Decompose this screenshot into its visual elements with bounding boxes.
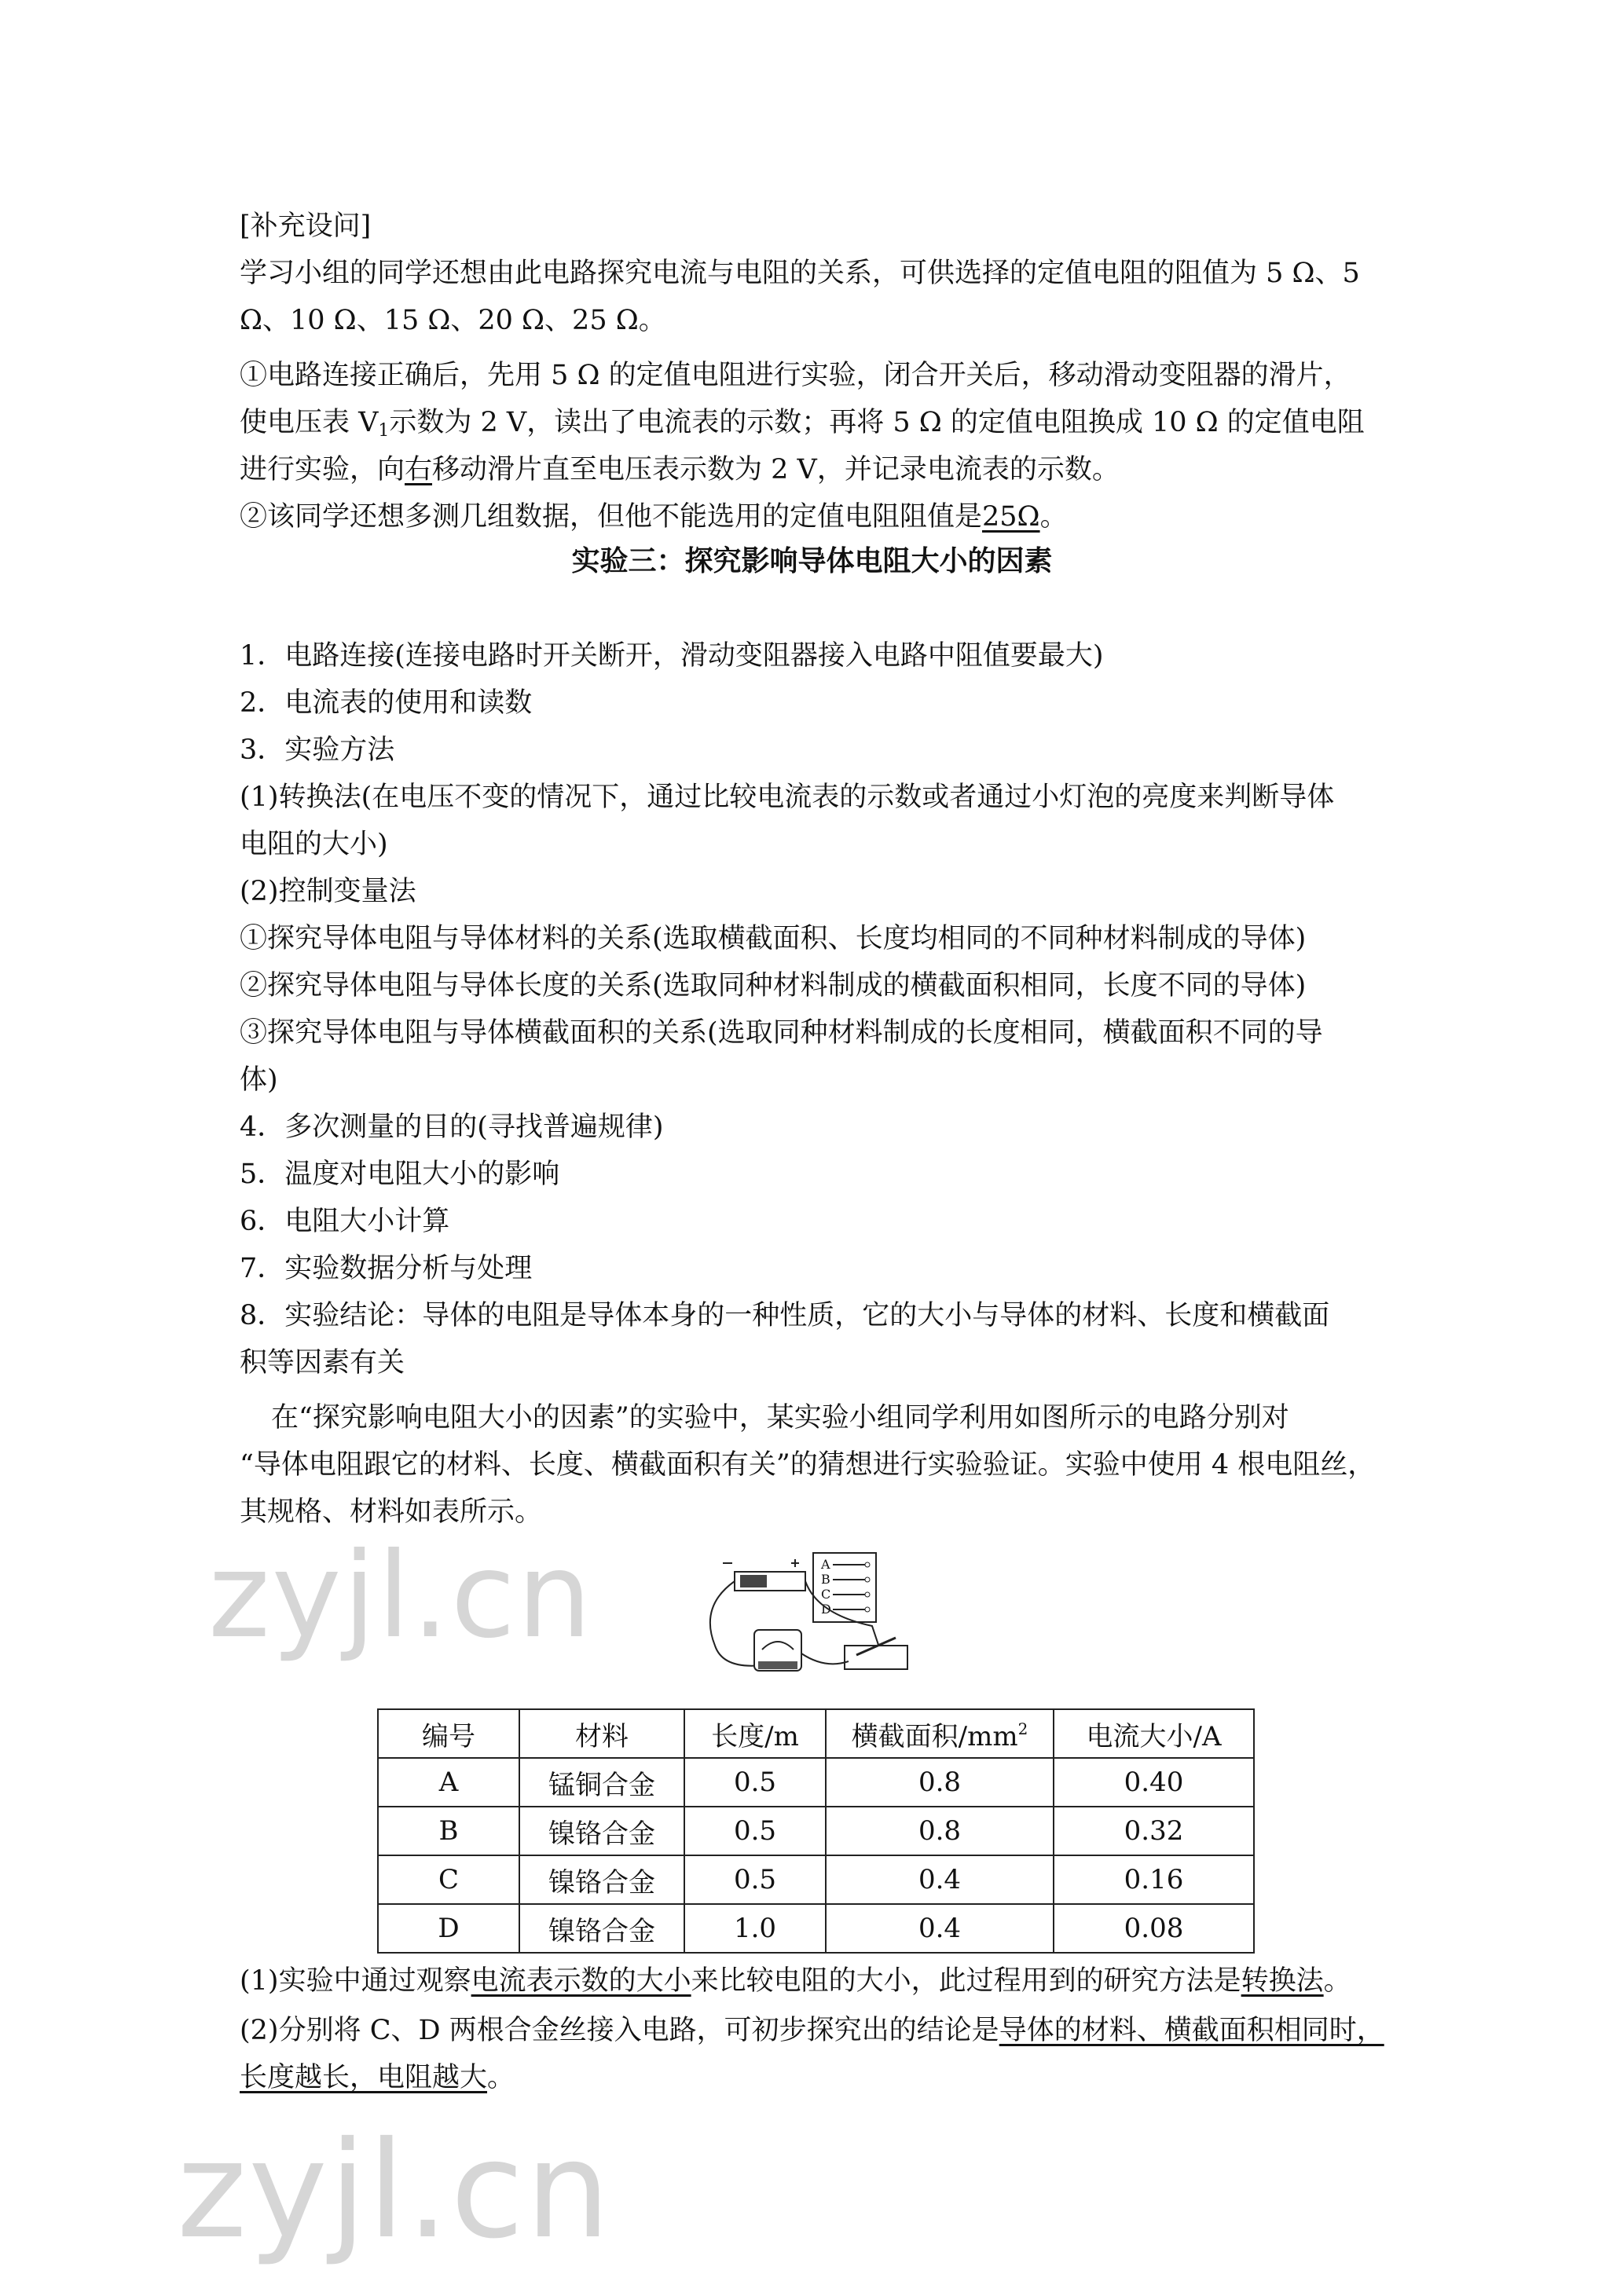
area-header-text: 横截面积/mm (851, 1720, 1018, 1752)
question-1-line2-text-cont: 示数为 2 V，读出了电流表的示数；再将 5 Ω 的定值电阻换成 10 Ω 的定值电阻 (389, 407, 1365, 438)
point-3-2: (2)控制变量法 (240, 876, 416, 907)
table-cell: 0.5 (684, 1758, 826, 1807)
answer-1-blank-1: 电流表示数的大小 (471, 1965, 691, 1997)
question-2 (240, 493, 1068, 540)
battery-cell-icon (740, 1575, 767, 1587)
table-cell: 0.32 (1054, 1807, 1254, 1855)
question-2-text: ②该同学还想多测几组数据，但他不能选用的定值电阻阻值是 (240, 501, 983, 533)
question-1-line1: ①电路连接正确后，先用 5 Ω 的定值电阻进行实验，闭合开关后，移动滑动变阻器的滑片， (240, 360, 1351, 391)
answer-direction: 右 (405, 454, 433, 485)
table-row (378, 1855, 1254, 1904)
point-3-2-b: ②探究导体电阻与导体长度的关系(选取同种材料制成的横截面积相同，长度不同的导体) (240, 970, 1307, 1002)
table-cell: A (378, 1758, 519, 1807)
table-header-cell: 材料 (519, 1709, 684, 1758)
table-header-row (378, 1709, 1254, 1758)
wire-label-b: B (821, 1572, 830, 1587)
answer-2-blank-line2: 长度越长，电阻越大 (240, 2062, 488, 2093)
question-1-line3-text: 进行实验，向 (240, 454, 405, 485)
answer-2-line1 (240, 2007, 1384, 2054)
point-3-2-c-line1: ③探究导体电阻与导体横截面积的关系(选取同种材料制成的长度相同，横截面积不同的导 (240, 1017, 1323, 1049)
supplement-tag: [补充设问] (240, 211, 372, 242)
wire-label-c: C (821, 1587, 831, 1602)
problem-line1: 在“探究影响电阻大小的因素”的实验中，某实验小组同学利用如图所示的电路分别对 (271, 1402, 1289, 1434)
watermark-top: zyjl.cn (208, 1528, 594, 1664)
table-row (378, 1758, 1254, 1807)
table-cell: 0.16 (1054, 1855, 1254, 1904)
table-cell: 0.40 (1054, 1758, 1254, 1807)
table-cell: 0.4 (826, 1904, 1054, 1953)
table-cell: 0.5 (684, 1855, 826, 1904)
point-1: 1．电路连接(连接电路时开关断开，滑动变阻器接入电路中阻值要最大) (240, 640, 1104, 672)
circuit-diagram (691, 1551, 927, 1681)
point-3-1-line1: (1)转换法(在电压不变的情况下，通过比较电流表的示数或者通过小灯泡的亮度来判断导体 (240, 782, 1335, 813)
point-8-line1: 8．实验结论：导体的电阻是导体本身的一种性质，它的大小与导体的材料、长度和横截面 (240, 1300, 1330, 1331)
area-header-superscript: 2 (1017, 1719, 1028, 1738)
question-1-line3-text-cont: 移动滑片直至电压表示数为 2 V，并记录电流表的示数。 (432, 454, 1120, 485)
table-cell: 镍铬合金 (519, 1855, 684, 1904)
table-cell: C (378, 1855, 519, 1904)
point-4: 4．多次测量的目的(寻找普遍规律) (240, 1111, 664, 1143)
table-row (378, 1807, 1254, 1855)
table-header-cell: 长度/m (684, 1709, 826, 1758)
question-1-line3 (240, 446, 1120, 493)
voltmeter-subscript: 1 (378, 421, 390, 441)
point-6: 6．电阻大小计算 (240, 1206, 450, 1237)
answer-2-text: (2)分别将 C、D 两根合金丝接入电路，可初步探究出的结论是 (240, 2015, 999, 2046)
problem-line2: “导体电阻跟它的材料、长度、横截面积有关”的猜想进行实验验证。实验中使用 4 根电阻丝， (240, 1449, 1376, 1481)
supplement-intro-line2: Ω、10 Ω、15 Ω、20 Ω、25 Ω。 (240, 305, 666, 336)
question-2-end: 。 (1039, 501, 1068, 533)
point-3: 3．实验方法 (240, 734, 395, 766)
answer-1-end: 。 (1323, 1965, 1351, 1997)
point-3-2-c-line2: 体) (240, 1064, 278, 1096)
point-8-line2: 积等因素有关 (240, 1347, 405, 1379)
table-row (378, 1904, 1254, 1953)
resistance-wire-table (377, 1708, 1255, 1954)
point-3-2-a: ①探究导体电阻与导体材料的关系(选取横截面积、长度均相同的不同种材料制成的导体) (240, 923, 1307, 954)
table-cell: 0.4 (826, 1855, 1054, 1904)
point-2: 2．电流表的使用和读数 (240, 687, 533, 719)
answer-resistance: 25Ω (982, 501, 1040, 533)
table-cell: 1.0 (684, 1904, 826, 1953)
table-cell: 镍铬合金 (519, 1807, 684, 1855)
answer-1-text: (1)实验中通过观察 (240, 1965, 471, 1997)
point-7: 7．实验数据分析与处理 (240, 1253, 533, 1284)
problem-line3: 其规格、材料如表所示。 (240, 1496, 543, 1528)
answer-2-blank-line1: 导体的材料、横截面积相同时， (999, 2015, 1384, 2046)
answer-1-blank-2: 转换法 (1241, 1965, 1324, 1997)
switch-icon (845, 1646, 907, 1669)
table-header-cell (826, 1709, 1054, 1758)
wire-label-d: D (821, 1602, 831, 1617)
wire-label-a: A (821, 1557, 830, 1572)
answer-1 (240, 1957, 1351, 2005)
point-3-1-line2: 电阻的大小) (240, 829, 388, 860)
table-cell: D (378, 1904, 519, 1953)
table-cell: 0.08 (1054, 1904, 1254, 1953)
table-cell: B (378, 1807, 519, 1855)
supplement-intro-line1: 学习小组的同学还想由此电路探究电流与电阻的关系，可供选择的定值电阻的阻值为 5 Ω、5 (240, 258, 1360, 289)
table-cell: 镍铬合金 (519, 1904, 684, 1953)
table-cell: 锰铜合金 (519, 1758, 684, 1807)
table-header-cell: 电流大小/A (1054, 1709, 1254, 1758)
question-1-line2-text: 使电压表 V (240, 407, 379, 438)
table-cell: 0.8 (826, 1758, 1054, 1807)
answer-2-line2 (240, 2054, 515, 2101)
answer-2-end: 。 (487, 2062, 515, 2093)
table-cell: 0.5 (684, 1807, 826, 1855)
table-cell: 0.8 (826, 1807, 1054, 1855)
watermark-bottom: zyjl.cn (177, 2113, 612, 2269)
section-title: 实验三：探究影响导体电阻大小的因素 (571, 545, 1053, 577)
answer-1-text-mid: 来比较电阻的大小，此过程用到的研究方法是 (691, 1965, 1241, 1997)
point-5: 5．温度对电阻大小的影响 (240, 1159, 560, 1190)
table-header-cell: 编号 (378, 1709, 519, 1758)
